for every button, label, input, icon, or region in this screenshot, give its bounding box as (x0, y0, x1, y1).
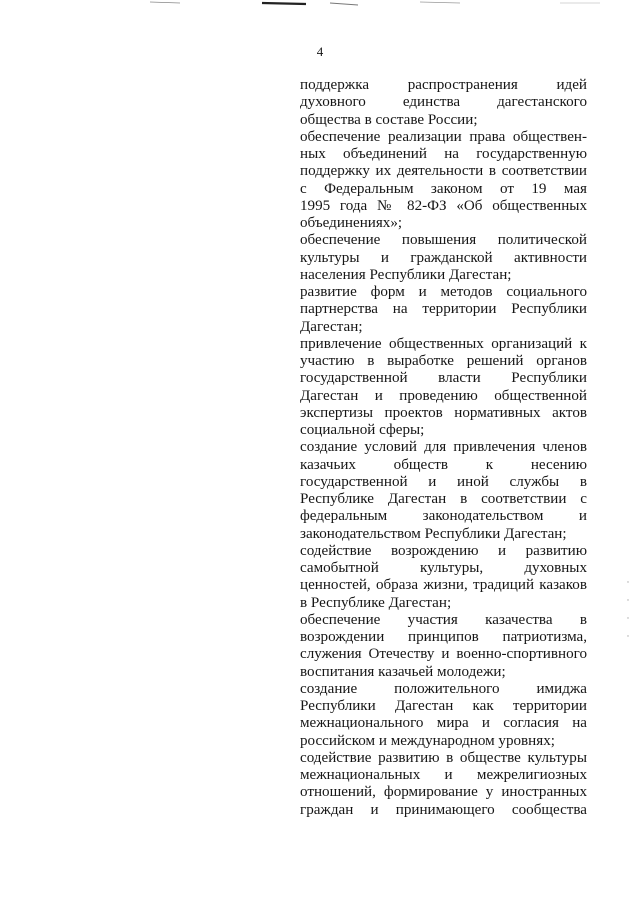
paragraph (300, 232, 587, 284)
text-line: российском и международном уровнях; (300, 732, 555, 749)
text-line: содействие развитию в обществе культуры (300, 749, 587, 766)
text-line: в Республике Дагестан; (300, 594, 452, 611)
text-line: создание положительного имиджа (300, 680, 587, 697)
text-line: партнерства на территории Республики (300, 301, 587, 318)
text-line: Дагестан и проведению общественной (300, 387, 587, 404)
text-line: культуры и гражданской активности (300, 249, 587, 266)
text-line: ценностей, образа жизни, традиций казаков (300, 577, 587, 594)
text-line: объединениях»; (300, 215, 403, 231)
text-line: обеспечение реализации права обществен- (300, 128, 587, 145)
text-line: отношений, формирование у иностранных (300, 784, 587, 801)
margin-dot (627, 581, 628, 582)
scan-margin-marks (626, 578, 630, 648)
text-line: участию в выработке решений органов (300, 353, 587, 369)
margin-dot (627, 635, 628, 636)
text-line: 1995 года № 82-ФЗ «Об общественных (300, 197, 587, 214)
text-line: законодательством Республики Дагестан; (300, 525, 567, 542)
text-line: общества в составе России; (300, 111, 478, 128)
text-line: поддержка распространения идей (300, 77, 587, 93)
text-line: обеспечение участия казачества в (300, 611, 587, 628)
paragraph (300, 336, 587, 440)
text-line: содействие возрождению и развитию (300, 542, 587, 559)
text-line: федеральным законодательством и (300, 508, 587, 525)
text-line: населения Республики Дагестан; (300, 266, 512, 283)
text-line: воспитания казачьей молодежи; (300, 663, 506, 680)
text-line: привлечение общественных организаций к (300, 335, 587, 352)
text-line: ных объединений на государственную (300, 146, 587, 162)
text-line: межнациональных и межрелигиозных (300, 767, 587, 783)
text-line: служения Отечеству и военно-спортивного (300, 646, 587, 663)
scan-mark-dark (262, 3, 306, 4)
text-line: поддержку их деятельности в соответствии (300, 163, 587, 180)
page-number: 4 (316, 44, 324, 59)
text-line: экспертизы проектов нормативных актов (300, 404, 587, 421)
text-line: социальной сферы; (300, 422, 425, 438)
text-line: государственной и иной службы в (300, 473, 587, 490)
text-line: создание условий для привлечения членов (300, 439, 587, 456)
text-line: обеспечение повышения политической (300, 232, 587, 249)
scan-mark-right (420, 2, 460, 3)
text-line: самобытной культуры, духовных (300, 560, 587, 576)
scan-mark-left (150, 2, 180, 3)
margin-dot (627, 599, 628, 600)
text-line: граждан и принимающего сообщества (300, 801, 587, 818)
text-line: Республике Дагестан в соответствии с (300, 491, 587, 507)
paragraph (300, 543, 587, 612)
text-line: Дагестан; (300, 318, 363, 335)
paragraph (300, 439, 587, 543)
text-line: возрождении принципов патриотизма, (300, 629, 587, 645)
paragraph (300, 284, 587, 336)
text-line: межнационального мира и согласия на (300, 715, 587, 732)
text-line: духовного единства дагестанского (300, 94, 587, 111)
paragraph (300, 750, 587, 819)
paragraph (300, 129, 587, 233)
text-line: развитие форм и методов социального (300, 284, 587, 300)
text-line: Республики Дагестан как территории (300, 698, 587, 714)
scan-edge-artifacts (0, 0, 640, 10)
document-body (300, 77, 587, 819)
paragraph (300, 612, 587, 681)
paragraph (300, 681, 587, 750)
scan-mark-mid (330, 3, 358, 5)
text-line: с Федеральным законом от 19 мая (300, 180, 587, 197)
margin-dot (627, 617, 628, 618)
text-line: казачьих обществ к несению (300, 456, 587, 473)
text-line: государственной власти Республики (300, 370, 587, 387)
paragraph (300, 77, 587, 129)
